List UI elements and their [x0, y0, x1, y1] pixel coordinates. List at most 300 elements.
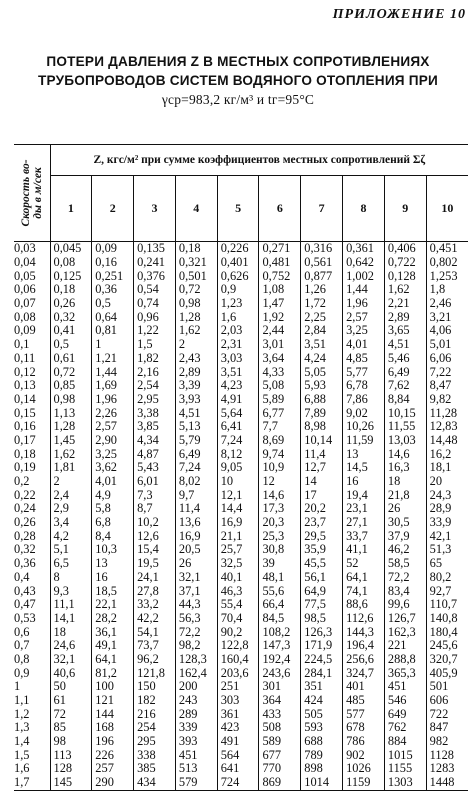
value-cell: 3,39 [175, 379, 217, 393]
value-cell: 4,9 [92, 488, 134, 502]
value-cell: 3,01 [259, 338, 301, 352]
value-cell: 423 [217, 721, 259, 735]
value-cell: 361 [217, 707, 259, 721]
speed-cell: 0,47 [14, 598, 50, 612]
value-cell: 0,16 [92, 256, 134, 270]
speed-cell: 1,4 [14, 735, 50, 749]
table-row [14, 707, 468, 721]
value-cell: 9,74 [259, 447, 301, 461]
value-cell: 9,82 [426, 393, 468, 407]
table-row [14, 393, 468, 407]
value-cell: 182 [134, 694, 176, 708]
value-cell: 501 [426, 680, 468, 694]
value-cell: 24,1 [134, 571, 176, 585]
table-row [14, 310, 468, 324]
value-cell: 55,6 [259, 584, 301, 598]
value-cell: 884 [384, 735, 426, 749]
value-cell: 1303 [384, 776, 426, 790]
title-line-2: ТРУБОПРОВОДОВ СИСТЕМ ВОДЯНОГО ОТОПЛЕНИЯ ПРИ [38, 73, 438, 88]
value-cell: 1,8 [426, 283, 468, 297]
value-cell: 37,1 [175, 584, 217, 598]
speed-cell: 0,07 [14, 297, 50, 311]
value-cell: 22,1 [92, 598, 134, 612]
value-cell: 0,316 [301, 242, 343, 256]
value-cell: 508 [259, 721, 301, 735]
value-cell: 10 [217, 475, 259, 489]
value-cell: 72 [53, 706, 66, 721]
value-cell: 51,3 [426, 543, 468, 557]
value-cell: 39 [259, 557, 301, 571]
speed-cell: 1,7 [14, 776, 50, 790]
speed-cell: 0,4 [14, 571, 50, 585]
value-cell: 192,4 [259, 653, 301, 667]
value-cell: 32,5 [217, 557, 259, 571]
value-cell: 513 [175, 762, 217, 776]
value-cell: 0,61 [53, 350, 76, 365]
value-cell: 786 [343, 735, 385, 749]
value-cell: 64,1 [343, 571, 385, 585]
value-cell: 85 [53, 720, 66, 735]
value-cell: 0,32 [53, 309, 76, 324]
table-row [14, 557, 468, 571]
value-cell: 1448 [426, 776, 468, 790]
value-cell: 0,241 [134, 256, 176, 270]
speed-cell: 1,6 [14, 762, 50, 776]
value-cell: 5,08 [259, 379, 301, 393]
value-cell: 722 [426, 707, 468, 721]
value-cell: 2,89 [175, 365, 217, 379]
value-cell: 3,51 [301, 338, 343, 352]
speed-cell: 0,28 [14, 529, 50, 543]
value-cell: 5,43 [134, 461, 176, 475]
value-cell: 7,7 [259, 420, 301, 434]
value-cell: 1,23 [217, 297, 259, 311]
table-row [14, 516, 468, 530]
value-cell: 26 [384, 502, 426, 516]
value-cell: 14,1 [53, 610, 76, 625]
table-row [14, 694, 468, 708]
value-cell: 11,59 [343, 434, 385, 448]
value-cell: 88,6 [343, 598, 385, 612]
value-cell: 4,2 [53, 528, 69, 543]
table-row [14, 625, 468, 639]
value-cell: 3,51 [217, 365, 259, 379]
table-row [14, 721, 468, 735]
title-line-3: γср=983,2 кг/м³ и tг=95°С [161, 92, 315, 107]
value-cell: 54,1 [134, 625, 176, 639]
speed-column-header [14, 145, 50, 242]
value-cell: 30,8 [259, 543, 301, 557]
value-cell: 257 [92, 762, 134, 776]
value-cell: 9,05 [217, 461, 259, 475]
table-row [14, 269, 468, 283]
value-cell: 10,14 [301, 434, 343, 448]
value-cell: 11,4 [175, 502, 217, 516]
value-cell: 12,83 [426, 420, 468, 434]
speed-cell: 0,26 [14, 516, 50, 530]
value-cell: 256,6 [343, 653, 385, 667]
value-cell: 98,2 [175, 639, 217, 653]
table-row [14, 297, 468, 311]
value-cell: 0,36 [92, 283, 134, 297]
value-cell: 288,8 [384, 653, 426, 667]
value-cell: 14,4 [217, 502, 259, 516]
value-cell: 46,2 [384, 543, 426, 557]
value-cell: 303 [217, 694, 259, 708]
value-cell: 5,89 [259, 393, 301, 407]
value-cell: 320,7 [426, 653, 468, 667]
value-cell: 0,72 [175, 283, 217, 297]
value-cell: 1,6 [217, 310, 259, 324]
value-cell: 0,406 [384, 242, 426, 256]
value-cell: 20 [426, 475, 468, 489]
value-cell: 17,3 [259, 502, 301, 516]
value-cell: 99,6 [384, 598, 426, 612]
value-cell: 7,62 [384, 379, 426, 393]
value-cell: 25,7 [217, 543, 259, 557]
value-cell: 4,01 [343, 338, 385, 352]
value-cell: 0,501 [175, 269, 217, 283]
coefficient-header: 5 [217, 176, 259, 242]
value-cell: 18,1 [426, 461, 468, 475]
table-row [14, 488, 468, 502]
value-cell: 724 [217, 776, 259, 790]
value-cell: 18 [384, 475, 426, 489]
value-cell: 128,3 [175, 653, 217, 667]
value-cell: 1014 [301, 776, 343, 790]
value-cell: 577 [343, 707, 385, 721]
value-cell: 96,2 [134, 653, 176, 667]
value-cell: 73,7 [134, 639, 176, 653]
value-cell: 16,3 [384, 461, 426, 475]
value-cell: 1,45 [53, 432, 76, 447]
speed-cell: 1,2 [14, 707, 50, 721]
value-cell: 6,78 [343, 379, 385, 393]
table-row [14, 379, 468, 393]
value-cell: 405,9 [426, 666, 468, 680]
value-cell: 24,3 [426, 488, 468, 502]
appendix-label: ПРИЛОЖЕНИЕ 10 [332, 7, 466, 22]
value-cell: 121,8 [134, 666, 176, 680]
value-cell: 196,4 [343, 639, 385, 653]
speed-cell: 0,05 [14, 269, 50, 283]
value-cell: 2,26 [92, 406, 134, 420]
value-cell: 6,88 [301, 393, 343, 407]
value-cell: 1,28 [175, 310, 217, 324]
speed-cell: 0,19 [14, 461, 50, 475]
table-row [14, 406, 468, 420]
value-cell: 0,802 [426, 256, 468, 270]
value-cell: 2,43 [175, 352, 217, 366]
value-cell: 1,82 [134, 352, 176, 366]
value-cell: 4,24 [301, 352, 343, 366]
value-cell: 140,8 [426, 612, 468, 626]
value-cell: 171,9 [301, 639, 343, 653]
coefficient-header: 4 [175, 176, 217, 242]
table-row [14, 338, 468, 352]
speed-cell: 0,08 [14, 310, 50, 324]
value-cell: 0,251 [92, 269, 134, 283]
coefficient-header: 6 [259, 176, 301, 242]
value-cell: 0,752 [259, 269, 301, 283]
speed-cell: 0,12 [14, 365, 50, 379]
value-cell: 0,125 [53, 268, 82, 283]
value-cell: 74,1 [343, 584, 385, 598]
speed-cell: 1,3 [14, 721, 50, 735]
speed-cell: 0,22 [14, 488, 50, 502]
value-cell: 37,9 [384, 529, 426, 543]
value-cell: 108,2 [259, 625, 301, 639]
value-cell: 5,46 [384, 352, 426, 366]
value-cell: 100 [92, 680, 134, 694]
value-cell: 9,7 [175, 488, 217, 502]
value-cell: 52 [343, 557, 385, 571]
value-cell: 20,2 [301, 502, 343, 516]
value-cell: 2,03 [217, 324, 259, 338]
table-row [14, 748, 468, 762]
table-row [14, 653, 468, 667]
value-cell: 16,9 [217, 516, 259, 530]
speed-cell: 0,6 [14, 625, 50, 639]
value-cell: 0,74 [134, 297, 176, 311]
speed-cell: 0,18 [14, 447, 50, 461]
value-cell: 14,6 [259, 488, 301, 502]
value-cell: 290 [92, 776, 134, 790]
value-cell: 7,89 [301, 406, 343, 420]
value-cell: 6,49 [384, 365, 426, 379]
table-row [14, 283, 468, 297]
value-cell: 42,2 [134, 612, 176, 626]
value-cell: 4,51 [384, 338, 426, 352]
value-cell: 1,72 [301, 297, 343, 311]
value-cell: 0,81 [92, 324, 134, 338]
table-row [14, 365, 468, 379]
value-cell: 3,25 [92, 447, 134, 461]
value-cell: 254 [134, 721, 176, 735]
value-cell: 5,64 [217, 406, 259, 420]
value-cell: 2,89 [384, 310, 426, 324]
speed-cell: 0,8 [14, 653, 50, 667]
speed-cell: 0,9 [14, 666, 50, 680]
table-row [14, 762, 468, 776]
value-cell: 393 [175, 735, 217, 749]
table-row [14, 735, 468, 749]
value-cell: 160,4 [217, 653, 259, 667]
value-cell: 2,95 [134, 393, 176, 407]
value-cell: 401 [343, 680, 385, 694]
speed-cell: 0,36 [14, 557, 50, 571]
value-cell: 677 [259, 748, 301, 762]
value-cell: 46,3 [217, 584, 259, 598]
value-cell: 6,49 [175, 447, 217, 461]
value-cell: 0,54 [134, 283, 176, 297]
value-cell: 3,62 [92, 461, 134, 475]
value-cell: 224,5 [301, 653, 343, 667]
value-cell: 147,3 [259, 639, 301, 653]
value-cell: 898 [301, 762, 343, 776]
value-cell: 5,8 [92, 502, 134, 516]
value-cell: 113 [53, 747, 72, 762]
value-cell: 32,1 [53, 651, 76, 666]
value-cell: 0,128 [384, 269, 426, 283]
value-cell: 2 [175, 338, 217, 352]
value-cell: 301 [259, 680, 301, 694]
value-cell: 1,62 [384, 283, 426, 297]
value-cell: 0,376 [134, 269, 176, 283]
value-cell: 112,6 [343, 612, 385, 626]
value-cell: 5,01 [426, 338, 468, 352]
value-cell: 433 [259, 707, 301, 721]
value-cell: 128 [53, 761, 73, 776]
value-cell: 324,7 [343, 666, 385, 680]
speed-cell: 0,7 [14, 639, 50, 653]
value-cell: 2,57 [343, 310, 385, 324]
value-cell: 0,9 [217, 283, 259, 297]
value-cell: 902 [343, 748, 385, 762]
value-cell: 10,26 [343, 420, 385, 434]
value-cell: 25,3 [259, 529, 301, 543]
value-cell: 2,44 [259, 324, 301, 338]
table-body [14, 242, 468, 791]
value-cell: 2,25 [301, 310, 343, 324]
value-cell: 641 [217, 762, 259, 776]
speed-cell: 0,17 [14, 434, 50, 448]
value-cell: 0,09 [92, 242, 134, 256]
value-cell: 29,5 [301, 529, 343, 543]
table-row [14, 502, 468, 516]
value-cell: 606 [426, 694, 468, 708]
value-cell: 9,3 [53, 583, 69, 598]
table-row [14, 324, 468, 338]
value-cell: 21,8 [384, 488, 426, 502]
value-cell: 451 [175, 748, 217, 762]
value-cell: 12,1 [217, 488, 259, 502]
value-cell: 6,5 [53, 556, 69, 571]
value-cell: 4,51 [175, 406, 217, 420]
value-cell: 80,2 [426, 571, 468, 585]
value-cell: 9,02 [343, 406, 385, 420]
table-row [14, 639, 468, 653]
value-cell: 0,626 [217, 269, 259, 283]
value-cell: 180,4 [426, 625, 468, 639]
value-cell: 364 [259, 694, 301, 708]
value-cell: 5,13 [175, 420, 217, 434]
title-line-1: ПОТЕРИ ДАВЛЕНИЯ Z В МЕСТНЫХ СОПРОТИВЛЕНИЯХ [46, 54, 430, 69]
value-cell: 64,1 [92, 653, 134, 667]
value-cell: 451 [384, 680, 426, 694]
value-cell: 27,1 [343, 516, 385, 530]
value-cell: 0,5 [53, 337, 69, 352]
value-cell: 10,3 [92, 543, 134, 557]
value-cell: 19,4 [343, 488, 385, 502]
value-cell: 505 [301, 707, 343, 721]
coefficient-header: 1 [50, 176, 92, 242]
value-cell: 4,87 [134, 447, 176, 461]
pressure-loss-table [14, 144, 468, 791]
value-cell: 7,22 [426, 365, 468, 379]
speed-cell: 0,16 [14, 420, 50, 434]
value-cell: 0,321 [175, 256, 217, 270]
value-cell: 23,1 [343, 502, 385, 516]
value-cell: 0,481 [259, 256, 301, 270]
value-cell: 1,96 [92, 393, 134, 407]
value-cell: 0,98 [53, 391, 76, 406]
coefficient-header: 7 [301, 176, 343, 242]
value-cell: 33,7 [343, 529, 385, 543]
value-cell: 32,1 [175, 571, 217, 585]
value-cell: 17 [301, 488, 343, 502]
value-cell: 593 [301, 721, 343, 735]
value-cell: 83,4 [384, 584, 426, 598]
value-cell: 2,57 [92, 420, 134, 434]
value-cell: 11,1 [53, 597, 75, 612]
value-cell: 13 [343, 447, 385, 461]
value-cell: 8 [53, 569, 60, 584]
value-cell: 8,02 [175, 475, 217, 489]
value-cell: 3,64 [259, 352, 301, 366]
value-cell: 6,8 [92, 516, 134, 530]
value-cell: 216 [134, 707, 176, 721]
table-row [14, 475, 468, 489]
value-cell: 44,3 [175, 598, 217, 612]
value-cell: 56,1 [301, 571, 343, 585]
speed-cell: 0,03 [14, 242, 50, 256]
value-cell: 19,5 [134, 557, 176, 571]
value-cell: 1283 [426, 762, 468, 776]
speed-cell: 1,1 [14, 694, 50, 708]
value-cell: 1,002 [343, 269, 385, 283]
value-cell: 4,85 [343, 352, 385, 366]
value-cell: 121 [92, 694, 134, 708]
value-cell: 688 [301, 735, 343, 749]
value-cell: 23,7 [301, 516, 343, 530]
value-cell: 3,38 [134, 406, 176, 420]
value-cell: 7,24 [175, 461, 217, 475]
value-cell: 385 [134, 762, 176, 776]
value-cell: 3,25 [343, 324, 385, 338]
value-cell: 40,1 [217, 571, 259, 585]
value-cell: 1159 [343, 776, 385, 790]
table-row [14, 352, 468, 366]
value-cell: 50 [53, 679, 66, 694]
value-cell: 1,13 [53, 405, 76, 420]
value-cell: 3,21 [426, 310, 468, 324]
table-row [14, 529, 468, 543]
value-cell: 1,5 [134, 338, 176, 352]
value-cell: 196 [92, 735, 134, 749]
speed-cell: 1 [14, 680, 50, 694]
value-cell: 221 [384, 639, 426, 653]
value-cell: 1128 [426, 748, 468, 762]
value-cell: 0,18 [53, 282, 76, 297]
value-cell: 16 [92, 571, 134, 585]
value-cell: 81,2 [92, 666, 134, 680]
value-cell: 10,2 [134, 516, 176, 530]
table-row [14, 420, 468, 434]
value-cell: 144,3 [343, 625, 385, 639]
value-cell: 0,98 [175, 297, 217, 311]
value-cell: 36,1 [92, 625, 134, 639]
value-cell: 1,21 [92, 352, 134, 366]
value-cell: 0,64 [92, 310, 134, 324]
value-cell: 55,4 [217, 598, 259, 612]
value-cell: 3,65 [384, 324, 426, 338]
value-cell: 162,3 [384, 625, 426, 639]
value-cell: 4,01 [92, 475, 134, 489]
value-cell: 0,451 [426, 242, 468, 256]
value-cell: 33,2 [134, 598, 176, 612]
value-cell: 0,361 [343, 242, 385, 256]
